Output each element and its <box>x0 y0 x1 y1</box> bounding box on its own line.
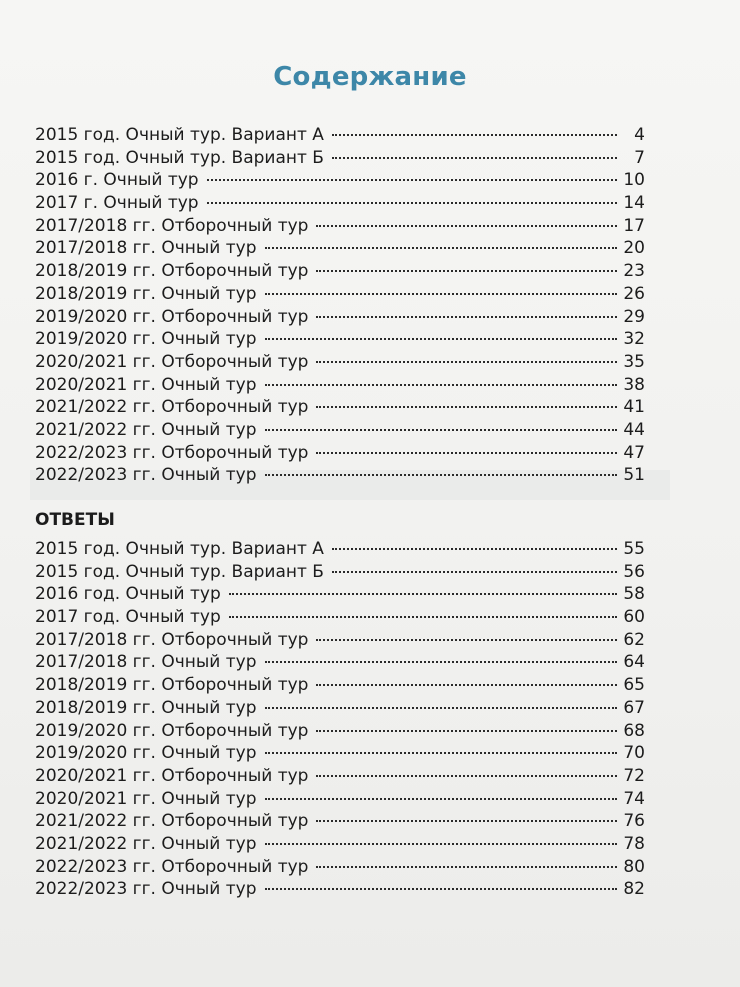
toc-entry <box>35 419 645 442</box>
dot-leader <box>229 593 617 595</box>
dot-leader <box>316 775 617 777</box>
toc-entry-label: 2017 г. Очный тур <box>35 193 199 214</box>
toc-entry-page-number: 41 <box>623 397 645 418</box>
dot-leader <box>316 361 617 363</box>
toc-entry-page-number: 4 <box>634 125 645 145</box>
answers-list <box>35 538 645 901</box>
toc-entry <box>35 788 645 811</box>
toc-entry <box>35 260 645 283</box>
toc-entry <box>35 374 645 397</box>
toc-entry <box>35 697 645 720</box>
toc-entry <box>35 720 645 743</box>
answers-heading: ОТВЕТЫ <box>35 510 115 530</box>
toc-entry-label: 2021/2022 гг. Очный тур <box>35 833 257 854</box>
toc-entry-label: 2021/2022 гг. Отборочный тур <box>35 397 309 418</box>
toc-entry <box>35 124 645 147</box>
toc-entry-page-number: 76 <box>623 811 645 832</box>
toc-entry <box>35 351 645 374</box>
dot-leader <box>265 293 618 295</box>
toc-entry-label: 2015 год. Очный тур. Вариант Б <box>35 561 324 582</box>
toc-entry-label: 2022/2023 гг. Отборочный тур <box>35 856 309 877</box>
dot-leader <box>265 843 618 845</box>
toc-entry-label: 2020/2021 гг. Очный тур <box>35 788 257 809</box>
toc-entry-label: 2017/2018 гг. Отборочный тур <box>35 629 309 650</box>
toc-entry-label: 2020/2021 гг. Очный тур <box>35 374 257 395</box>
toc-entry <box>35 856 645 879</box>
toc-entry <box>35 606 645 629</box>
dot-leader <box>332 134 617 136</box>
toc-entry-page-number: 65 <box>623 675 645 696</box>
toc-entry-page-number: 55 <box>623 539 645 559</box>
toc-entry-page-number: 47 <box>623 442 645 463</box>
toc-entry <box>35 629 645 652</box>
toc-entry-label: 2017/2018 гг. Очный тур <box>35 652 257 673</box>
toc-entry <box>35 833 645 856</box>
toc-entry-label: 2015 год. Очный тур. Вариант А <box>35 125 324 145</box>
toc-entry <box>35 147 645 170</box>
toc-entry-label: 2022/2023 гг. Отборочный тур <box>35 442 309 463</box>
toc-entry <box>35 396 645 419</box>
toc-entry <box>35 283 645 306</box>
dot-leader <box>207 179 617 181</box>
toc-entry-label: 2022/2023 гг. Очный тур <box>35 879 257 900</box>
toc-entry-page-number: 26 <box>623 283 645 304</box>
toc-entry <box>35 878 645 901</box>
dot-leader <box>265 429 618 431</box>
toc-entry-page-number: 10 <box>623 170 645 191</box>
toc-entry <box>35 810 645 833</box>
dot-leader <box>332 571 617 573</box>
toc-entry <box>35 651 645 674</box>
dot-leader <box>265 752 618 754</box>
toc-entry <box>35 583 645 606</box>
dot-leader <box>316 639 617 641</box>
dot-leader <box>265 384 618 386</box>
toc-entry-page-number: 14 <box>623 193 645 214</box>
toc-entry-page-number: 23 <box>623 261 645 282</box>
dot-leader <box>207 202 617 204</box>
toc-entry <box>35 765 645 788</box>
toc-entry-page-number: 60 <box>623 607 645 628</box>
dot-leader <box>316 730 617 732</box>
toc-entry-label: 2019/2020 гг. Очный тур <box>35 329 257 350</box>
dot-leader <box>265 474 618 476</box>
toc-entry-page-number: 58 <box>623 584 645 605</box>
toc-entry-page-number: 78 <box>623 833 645 854</box>
toc-entry-page-number: 51 <box>623 465 645 486</box>
toc-entry-label: 2018/2019 гг. Очный тур <box>35 283 257 304</box>
dot-leader <box>229 616 617 618</box>
toc-entry <box>35 442 645 465</box>
contents-list <box>35 124 645 487</box>
dot-leader <box>265 888 618 890</box>
toc-entry-page-number: 80 <box>623 856 645 877</box>
dot-leader <box>316 452 617 454</box>
toc-entry <box>35 742 645 765</box>
toc-entry-page-number: 17 <box>623 215 645 236</box>
toc-entry-label: 2022/2023 гг. Очный тур <box>35 465 257 486</box>
toc-entry-page-number: 70 <box>623 743 645 764</box>
toc-entry <box>35 192 645 215</box>
dot-leader <box>316 866 617 868</box>
toc-entry-label: 2016 г. Очный тур <box>35 170 199 191</box>
dot-leader <box>316 316 617 318</box>
toc-entry <box>35 169 645 192</box>
dot-leader <box>316 270 617 272</box>
toc-entry <box>35 464 645 487</box>
dot-leader <box>265 247 618 249</box>
dot-leader <box>316 225 617 227</box>
toc-entry-label: 2017/2018 гг. Очный тур <box>35 238 257 259</box>
toc-entry-page-number: 32 <box>623 329 645 350</box>
toc-entry-label: 2019/2020 гг. Очный тур <box>35 743 257 764</box>
dot-leader <box>265 798 618 800</box>
toc-entry <box>35 561 645 584</box>
toc-entry-page-number: 44 <box>623 419 645 440</box>
dot-leader <box>332 548 617 550</box>
page-title: Содержание <box>273 62 467 92</box>
toc-entry-page-number: 29 <box>623 306 645 327</box>
toc-entry-page-number: 74 <box>623 788 645 809</box>
toc-entry-label: 2018/2019 гг. Отборочный тур <box>35 261 309 282</box>
toc-entry-page-number: 20 <box>623 238 645 259</box>
toc-entry-page-number: 64 <box>623 652 645 673</box>
dot-leader <box>316 684 617 686</box>
toc-entry-label: 2018/2019 гг. Очный тур <box>35 697 257 718</box>
dot-leader <box>332 157 617 159</box>
toc-entry-page-number: 82 <box>623 879 645 900</box>
toc-entry-label: 2016 год. Очный тур <box>35 584 221 605</box>
toc-entry-page-number: 67 <box>623 697 645 718</box>
toc-entry-page-number: 68 <box>623 720 645 741</box>
toc-entry-page-number: 56 <box>623 561 645 582</box>
toc-entry <box>35 328 645 351</box>
toc-entry-label: 2021/2022 гг. Отборочный тур <box>35 811 309 832</box>
dot-leader <box>265 707 618 709</box>
toc-entry <box>35 306 645 329</box>
dot-leader <box>316 820 617 822</box>
dot-leader <box>265 661 618 663</box>
toc-entry-page-number: 38 <box>623 374 645 395</box>
toc-entry-label: 2015 год. Очный тур. Вариант Б <box>35 147 324 168</box>
toc-entry-label: 2017 год. Очный тур <box>35 607 221 628</box>
dot-leader <box>316 406 617 408</box>
toc-entry-label: 2020/2021 гг. Отборочный тур <box>35 765 309 786</box>
toc-entry-page-number: 7 <box>634 147 645 168</box>
toc-entry-label: 2021/2022 гг. Очный тур <box>35 419 257 440</box>
toc-entry-page-number: 62 <box>623 629 645 650</box>
toc-entry <box>35 674 645 697</box>
toc-entry-label: 2020/2021 гг. Отборочный тур <box>35 351 309 372</box>
toc-entry-page-number: 72 <box>623 765 645 786</box>
toc-entry-label: 2019/2020 гг. Отборочный тур <box>35 720 309 741</box>
toc-entry <box>35 538 645 561</box>
toc-entry-label: 2019/2020 гг. Отборочный тур <box>35 306 309 327</box>
toc-entry <box>35 237 645 260</box>
toc-entry-page-number: 35 <box>623 351 645 372</box>
toc-entry <box>35 215 645 238</box>
toc-entry-label: 2015 год. Очный тур. Вариант А <box>35 539 324 559</box>
toc-entry-label: 2018/2019 гг. Отборочный тур <box>35 675 309 696</box>
toc-entry-label: 2017/2018 гг. Отборочный тур <box>35 215 309 236</box>
dot-leader <box>265 338 618 340</box>
